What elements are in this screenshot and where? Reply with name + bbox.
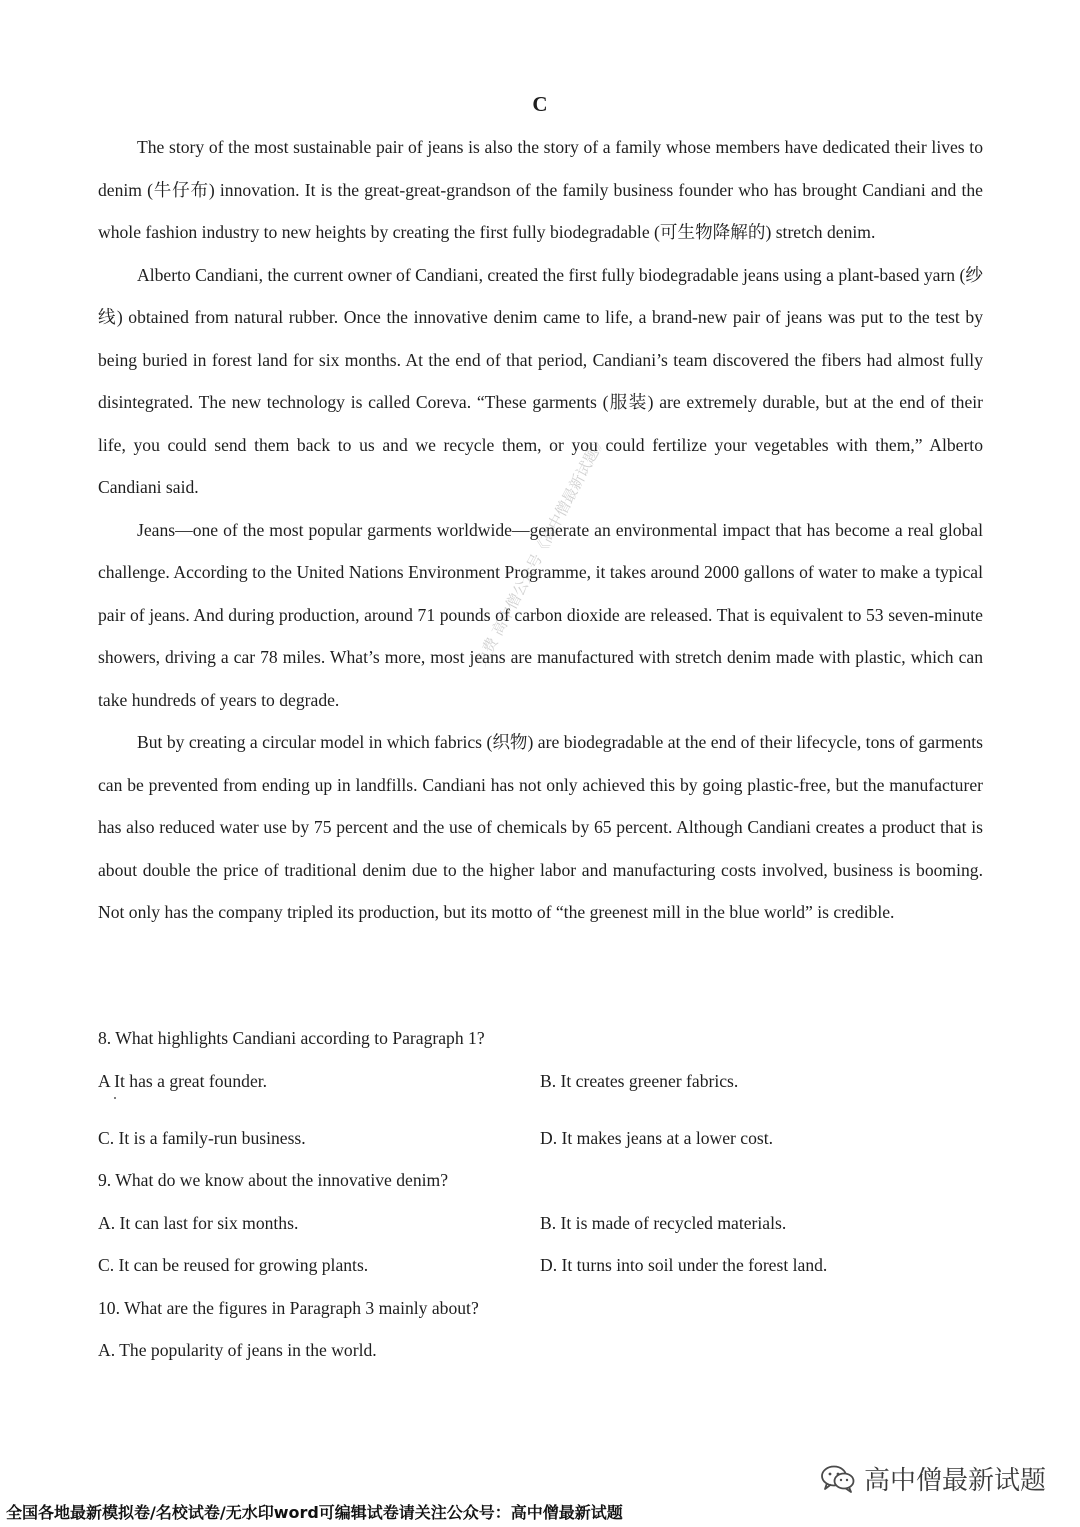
question-8-option-d[interactable]: D. It makes jeans at a lower cost. [540,1127,774,1148]
question-9-option-c[interactable]: C. It can be reused for growing plants. [98,1255,369,1275]
stray-mark [114,1097,116,1099]
paragraph-2: Alberto Candiani, the current owner of Candiani, created the first fully biodegradable jeans using a plant-based yarn (纱线) obtained from natural rubber. Once the innovative denim came to life, a brand-new pair of jeans was put to the test by being buried in forest land for six months. At the end of that period, Candiani’s team discovered the fibers had almost fully disintegrated. The new technology is called Coreva. “These garments (服装) are extremely durable, but at the end of their life, you could send them back to us and we recycle them, or you could fertilize your vegetables with them,” Alberto Candiani said. [98,264,983,497]
question-9-options-cd [98,1244,983,1287]
question-8-option-a[interactable]: A It has a great founder. [98,1070,268,1091]
question-8-stem: 8. What highlights Candiani according to Paragraph 1? [98,1028,485,1048]
question-8-options-cd [98,1117,983,1160]
question-10-stem: 10. What are the figures in Paragraph 3 mainly about? [98,1297,479,1318]
footer-notice: 全国各地最新模拟卷/名校试卷/无水印word可编辑试卷请关注公众号：高中僧最新试题 [6,1503,623,1522]
paragraph-1: The story of the most sustainable pair of jeans is also the story of a family whose members have dedicated their lives to denim (牛仔布) innovation. It is the great-great-grandson of the family business founder who has brought Candiani and the whole fashion industry to new heights by creating the first fully biodegradable (可生物降解的) stretch denim. [98,137,983,242]
watermark: 免费 高中僧公众号《高中僧最新试题》 [471,431,610,670]
question-9-option-b[interactable]: B. It is made of recycled materials. [540,1212,787,1233]
question-list [98,1017,983,1372]
question-8-option-b[interactable]: B. It creates greener fabrics. [540,1070,739,1091]
question-9-option-d[interactable]: D. It turns into soil under the forest land. [540,1255,828,1275]
paragraph-4: But by creating a circular model in which fabrics (织物) are biodegradable at the end of their lifecycle, tons of garments can be prevented from ending up in landfills. Candiani has not only achieved this by going plastic-free, but the manufacturer has also reduced water use by 75 percent and the use of chemicals by 65 percent. Although Candiani creates a product that is about double the price of traditional denim due to the higher labor and manufacturing costs involved, business is booming. Not only has the company tripled its production, but its motto of “the greenest mill in the blue world” is credible. [98,732,983,922]
question-9-option-a[interactable]: A. It can last for six months. [98,1212,299,1233]
question-8-option-c[interactable]: C. It is a family-run business. [98,1127,306,1148]
question-10-option-a[interactable]: A. The popularity of jeans in the world. [98,1340,377,1360]
brand-signature [820,1460,1046,1497]
question-9-stem: 9. What do we know about the innovative denim? [98,1170,449,1190]
paragraph-3: Jeans—one of the most popular garments worldwide—generate an environmental impact that has become a real global challenge. According to the United Nations Environment Programme, it takes around 2000 gallons of water to make a typical pair of jeans. And during production, around 71 pounds of carbon dioxide are released. That is equivalent to 53 seven-minute showers, driving a car 78 miles. What’s more, most jeans are manufactured with stretch denim made with plastic, which can take hundreds of years to degrade. [98,519,983,710]
brand-name: 高中僧最新试题 [863,1466,1046,1496]
question-9-options-ab [98,1202,983,1245]
question-10-options [98,1329,983,1372]
section-letter: C [532,92,548,116]
question-8-options-ab [98,1060,983,1117]
wechat-icon [820,1464,856,1494]
